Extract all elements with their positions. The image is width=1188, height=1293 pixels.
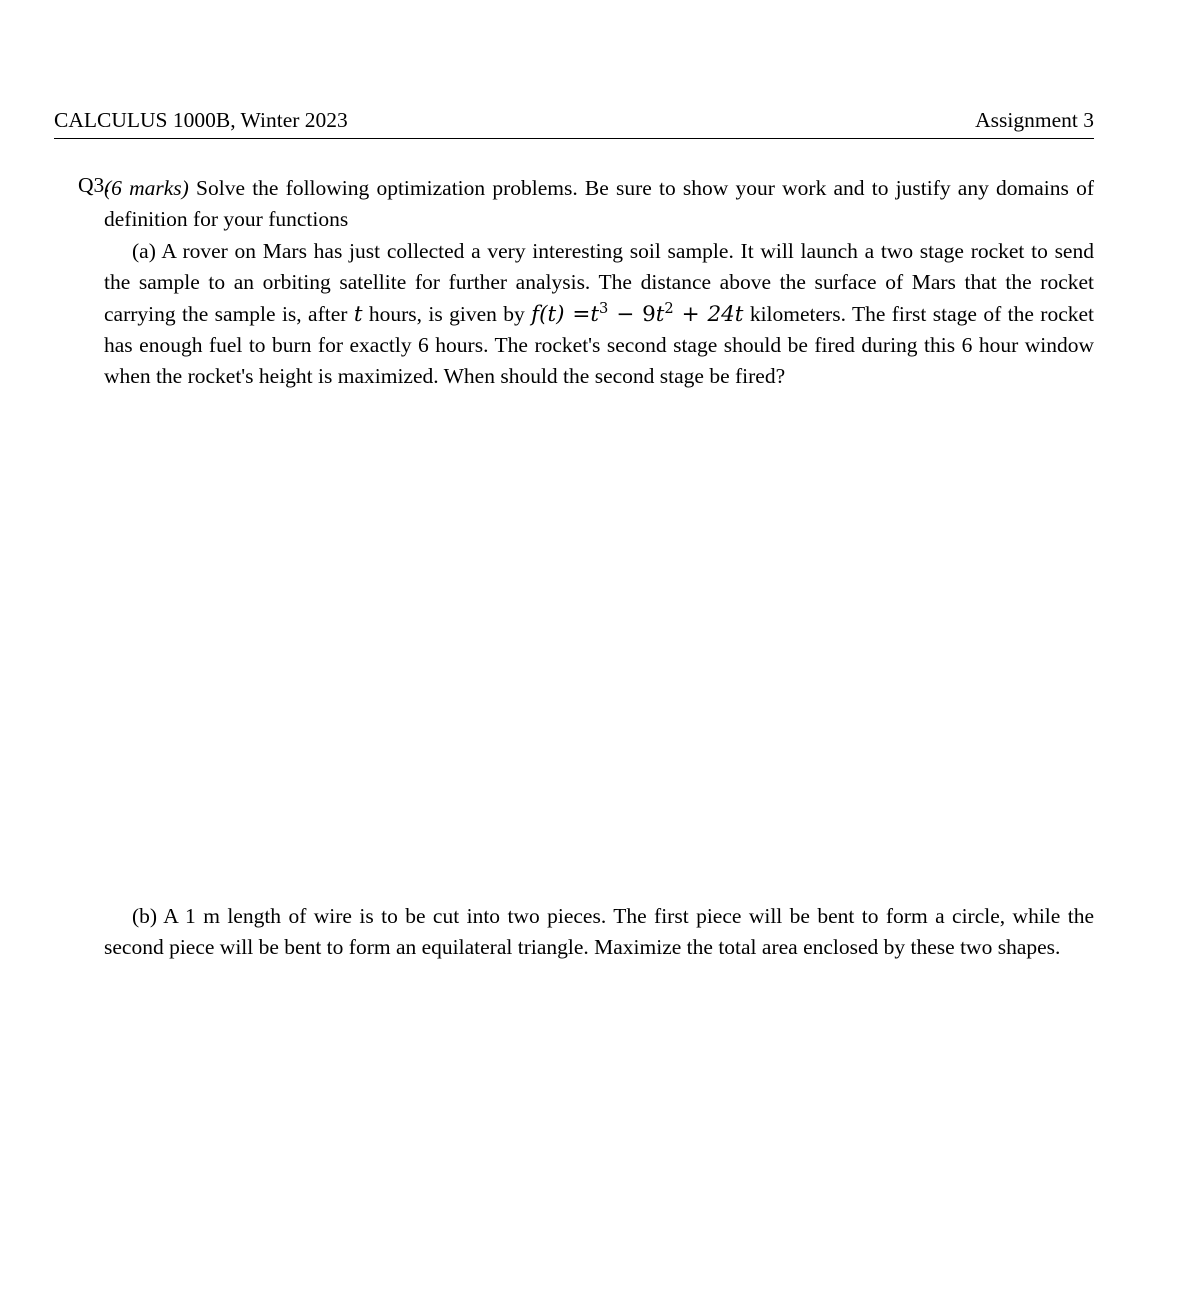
header-assignment-label: Assignment 3: [975, 108, 1094, 132]
part-a-variable-t: t: [353, 301, 363, 327]
formula-term2-coefficient: 9: [642, 301, 656, 327]
part-a-text-after-math: kilometers. The first stage of the rocket has enough fuel to burn for exactly 6 hours. The rocket's second stage should be fired during this 6 hour window when the rocket's height is maximized. When should the second stage be fired?: [104, 301, 1095, 389]
part-a-formula: [531, 299, 744, 327]
question-part-a: [104, 236, 1094, 393]
part-b-text: A 1 m length of wire is to be cut into two pieces. The first piece will be bent to form a circle, while the second piece will be bent to form an equilateral triangle. Maximize the total area enclosed by these two shapes.: [104, 903, 1094, 959]
formula-term2-exponent: 2: [664, 299, 674, 317]
header-course-title: CALCULUS 1000B, Winter 2023: [54, 108, 348, 132]
page-content: [54, 0, 1094, 963]
question-stem: [104, 173, 1094, 236]
part-b-marker: (b): [132, 903, 158, 928]
formula-op1: −: [616, 301, 635, 327]
question-number: Q3.: [78, 173, 110, 197]
part-a-text-mid: hours, is given by: [368, 301, 525, 326]
question-body: [104, 173, 1094, 963]
part-a-marker: (a): [132, 238, 156, 263]
formula-op2: +: [681, 301, 700, 327]
part-a-text-before-math: A rover on Mars has just collected a very interesting soil sample. It will launch a two stage rocket to send the sample to an orbiting satellite for further analysis. The distance above the surface of Mars that the rocket carrying the sample is, after: [104, 238, 1094, 326]
question-block: [54, 173, 1094, 963]
question-stem-text: Solve the following optimization problems. Be sure to show your work and to justify any domains of definition for your functions: [104, 176, 1095, 232]
formula-term2-base: t: [655, 301, 665, 327]
formula-term1-exponent: 3: [599, 299, 609, 317]
question-marks: (6 marks): [104, 176, 189, 200]
formula-term3: 24t: [707, 301, 744, 327]
formula-term1-base: t: [590, 301, 600, 327]
running-header: [54, 0, 1094, 139]
part-b-spacer: [104, 901, 1094, 964]
formula-lhs: f(t) =: [531, 301, 591, 327]
question-part-b: [104, 901, 1094, 964]
